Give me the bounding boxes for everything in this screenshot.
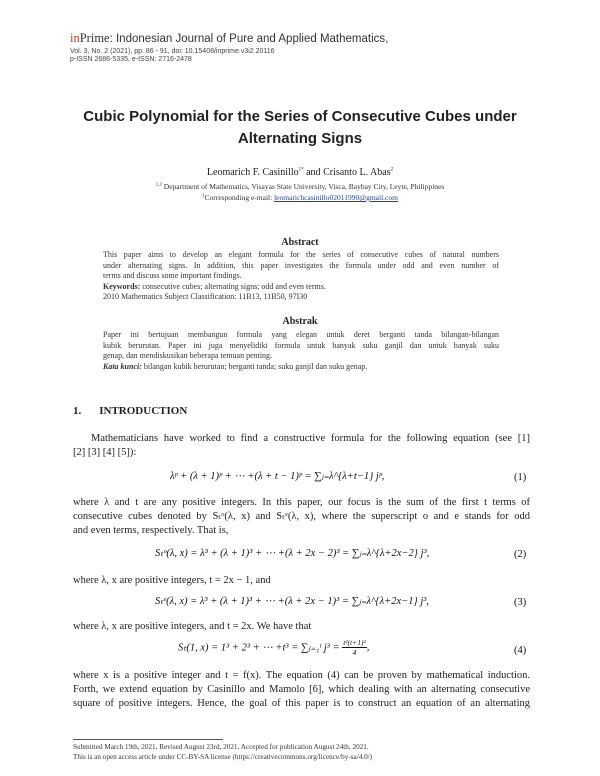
abstract-line: terms and discuss some important findings. <box>103 271 242 281</box>
corr-sup: 1 <box>202 193 205 199</box>
footer-rule <box>73 739 223 740</box>
equation-4-left: Sₜ(1, x) = 1³ + 2³ + ⋯ +t³ = ∑ⱼ₌₁ᵗ j³ = <box>178 642 340 654</box>
equation-4-comma: , <box>366 642 370 653</box>
abstrak-body <box>103 330 499 372</box>
author-and: and <box>303 167 324 178</box>
issn-line: p-ISSN 2686-5335, e-ISSN: 2716-2478 <box>70 56 192 63</box>
license-line: This is an open access article under CC-BY-SA license (https://creativecommons.org/licence/by-sa/4.0/) <box>73 753 373 761</box>
paragraph-line: Forth, we extend equation by Casinillo and Mamolo [6], which dealing with an alternating consecutive <box>73 684 530 696</box>
paragraph-5 <box>73 669 530 712</box>
paragraph-3: where λ, x are positive integers, t = 2x − 1, and <box>73 575 271 586</box>
affiliation-sup: 1,2 <box>155 182 162 188</box>
logo-in: in <box>70 31 80 45</box>
authors <box>60 167 540 178</box>
paper-title <box>60 106 540 150</box>
abstract-body <box>103 250 499 303</box>
corresponding-email <box>60 193 540 202</box>
paragraph-line: square of positive integers. Hence, the goal of this paper is to construct an equation of an alternating <box>73 698 530 710</box>
kata-kunci <box>103 362 499 373</box>
equation-3: Sₜᵉ(λ, x) = λ³ + (λ + 1)³ + ⋯ +(λ + 2x − 1)³ = ∑ⱼ₌λ^{λ+2x−1} j³, <box>155 596 430 607</box>
equation-4 <box>178 638 369 657</box>
equation-4-fraction <box>342 638 366 657</box>
email-link[interactable]: leomarichcasinillo02011990@gmail.com <box>274 193 398 202</box>
fraction-numerator: t²(t+1)² <box>343 638 366 647</box>
paragraph-1 <box>73 432 530 460</box>
paragraph-line: [2] [3] [4] [5]): <box>73 447 137 459</box>
section-number: 1. <box>73 405 82 417</box>
paragraph-2 <box>73 496 530 539</box>
corr-label: Corresponding e-mail: <box>204 193 275 202</box>
abstrak-line: Paper ini bertujuan membangun formula yang elegan untuk deret berganti tanda bilangan-bilangan <box>103 330 499 339</box>
equation-2-number: (2) <box>514 549 527 560</box>
abstract-line: This paper aims to develop an elegant formula for the series of consecutive cubes of natural numbers <box>103 250 499 259</box>
kata-kunci-text: bilangan kubik berurutan; berganti tanda; suku ganjil dan suku genap. <box>141 361 368 371</box>
equation-1: λᵖ + (λ + 1)ᵖ + ⋯ +(λ + t − 1)ᵖ = ∑ⱼ₌λ^{λ+t−1} jᵖ, <box>170 471 385 482</box>
keywords-label: Keywords: <box>103 281 141 291</box>
author-1: Leomarich F. Casinillo <box>206 167 299 178</box>
keywords-text: consecutive cubes; alternating signs; odd and even terms. <box>140 281 326 291</box>
equation-1-number: (1) <box>514 472 527 483</box>
abstract-heading: Abstract <box>281 237 319 248</box>
paragraph-line: Mathematicians have worked to find a constructive formula for the following equation (see [1] <box>91 433 530 444</box>
submission-dates: Submitted March 19th, 2021, Revised August 23rd, 2021, Accepted for publication August 24th, 2021. <box>73 743 369 751</box>
keywords <box>103 282 499 293</box>
paragraph-line: where λ and t are any positive integers. In this paper, our focus is the sum of the first t terms of <box>73 497 530 508</box>
section-heading <box>73 405 187 417</box>
equation-2: Sₜᵒ(λ, x) = λ³ + (λ + 1)³ + ⋯ +(λ + 2x − 2)³ = ∑ⱼ₌λ^{λ+2x−2} j³, <box>155 548 430 559</box>
equation-4-number: (4) <box>514 645 527 656</box>
title-line-2: Alternating Signs <box>237 130 363 147</box>
affiliation-text: Department of Mathematics, Visayas State University, Visca, Baybay City, Leyte, Philippines <box>161 182 445 191</box>
footer <box>73 742 543 762</box>
author-2-sup: 2 <box>390 167 394 173</box>
abstract-line: under alternating signs. In addition, this paper investigates the formula under odd and even number of <box>103 260 499 270</box>
author-1-sup: 1* <box>298 167 304 173</box>
paragraph-line: consecutive cubes denoted by Sₜᵒ(λ, x) and Sₜᵉ(λ, x), where the superscript o and e stands for odd <box>73 511 530 523</box>
journal-header <box>70 31 540 63</box>
paragraph-line: and even terms, respectively. That is, <box>73 525 229 537</box>
kata-kunci-label: Kata kunci: <box>103 361 142 371</box>
paragraph-line: where x is a positive integer and t = f(x). The equation (4) can be proven by mathematical induction. <box>73 670 530 681</box>
title-line-1: Cubic Polynomial for the Series of Consecutive Cubes under <box>83 108 517 125</box>
abstrak-heading: Abstrak <box>282 316 318 327</box>
msc-line: 2010 Mathematics Subject Classification: 11B13, 11B50, 97I30 <box>103 292 308 302</box>
volume-line: Vol. 3, No. 2 (2021), pp. 86 - 91, doi: 10.15408/inprime.v3i2.20116 <box>70 48 275 55</box>
section-title: INTRODUCTION <box>99 405 188 417</box>
abstrak-line: kubik berurutan. Paper ini juga menyelidiki formula untuk banyak suku ganjil dan untuk banyak suku <box>103 340 499 350</box>
abstrak-line: genap, dan mendiskusikan beberapa temuan penting. <box>103 351 273 361</box>
equation-3-number: (3) <box>514 597 527 608</box>
journal-name: : Indonesian Journal of Pure and Applied Mathematics, <box>109 33 389 45</box>
paragraph-4: where λ, x are positive integers, and t = 2x. We have that <box>73 621 312 632</box>
author-2: Crisanto L. Abas <box>323 167 391 178</box>
fraction-denominator: 4 <box>352 648 357 657</box>
logo-prime: Prime <box>79 31 110 45</box>
affiliation <box>60 182 540 191</box>
